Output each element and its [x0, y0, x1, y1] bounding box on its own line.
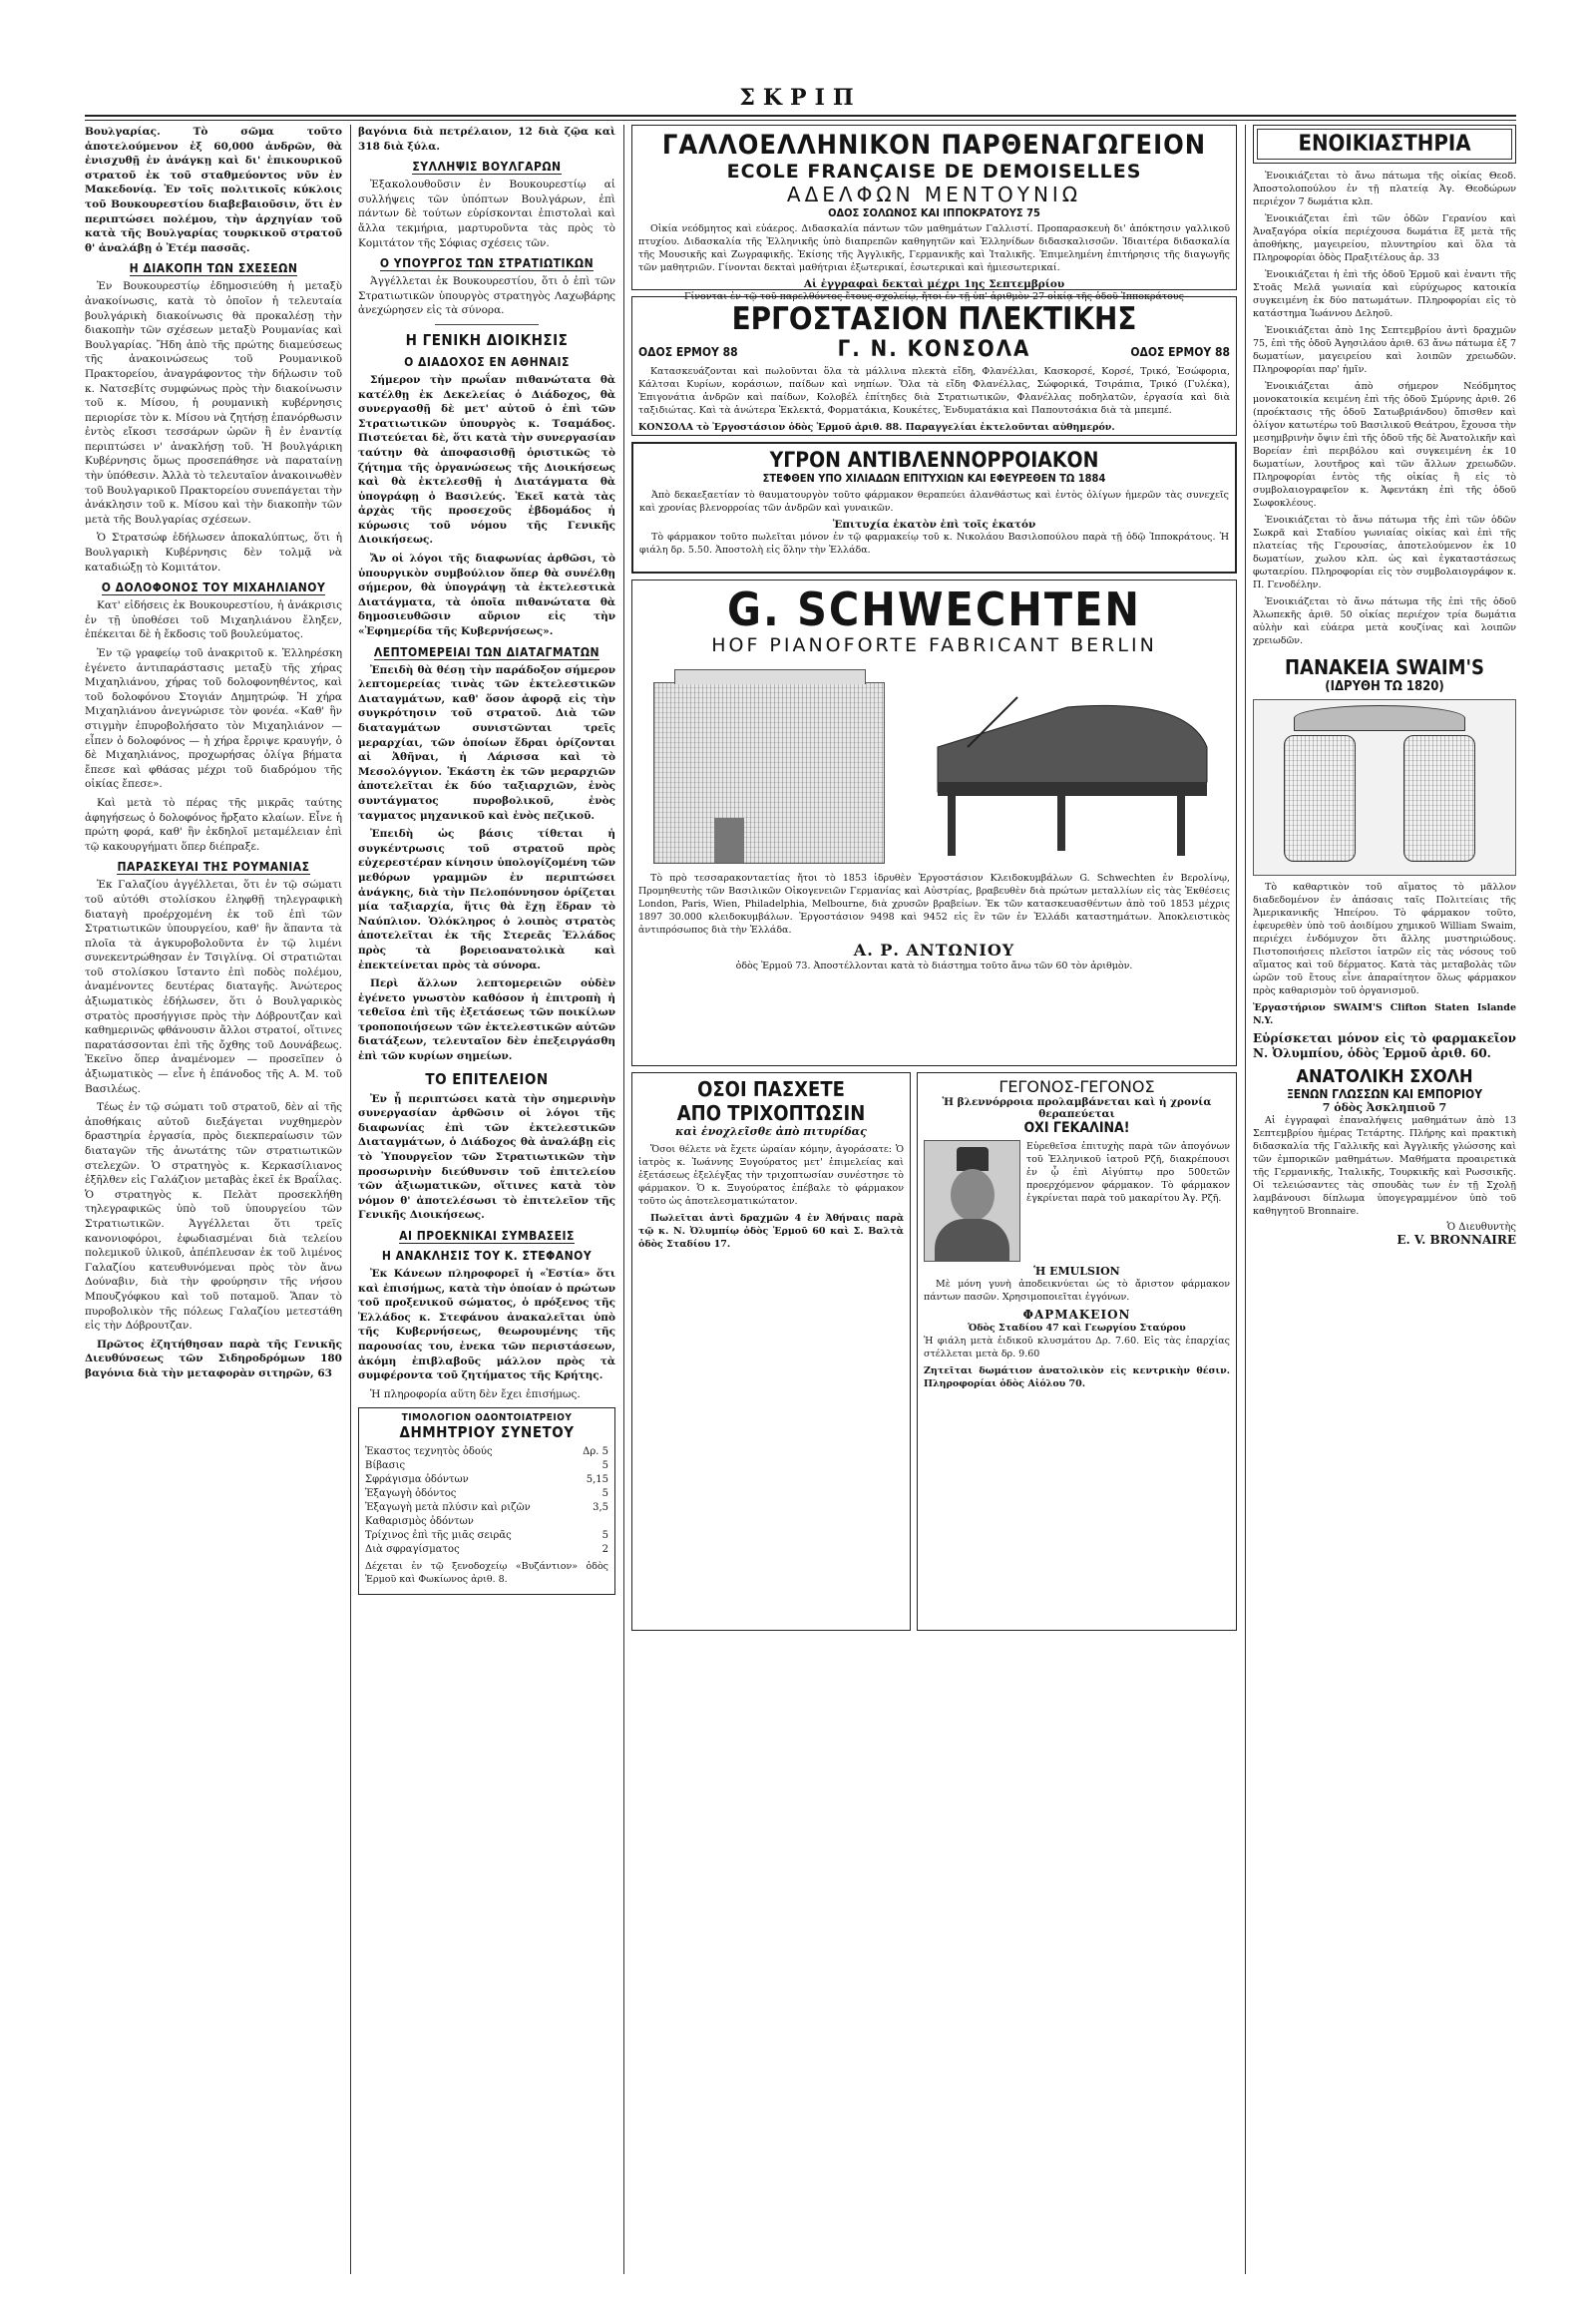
rental-listing: Ἐνοικιάζεται τὸ ἄνω πάτωμα τῆς οἰκίας Θεοδ. Ἀποστολοπούλου ἐν τῇ πλατείᾳ Ἀγ. Θεοδώρων περιέχον 7 δωμάτια κλπ.: [1253, 171, 1516, 207]
dentist-heading: ΤΙΜΟΛΟΓΙΟΝ ΟΔΟΝΤΟΙΑΤΡΕΙΟΥ: [401, 1412, 573, 1424]
article-paragraph: Ἐξακολουθοῦσιν ἐν Βουκουρεστίῳ αἱ συλλήψεις τῶν ὑπόπτων Βουλγάρων, ἐπὶ πάντων δὲ τούτων εὑρίσκονται ἐπιστολαὶ καὶ ἄλλα τεκμήρια, μαρτυροῦντα τὰς πρὸς τὸ Κομιτάτον τῆς Σόφιας σχέσεις τῶν.: [358, 179, 615, 249]
remedy-price: Ἡ φιάλη μετὰ ἐιδικοῦ κλυσμάτου Δρ. 7.60. Εἰς τὰς ἐπαρχίας στέλλεται μετὰ δρ. 9.60: [924, 1336, 1230, 1359]
price-row: Σφράγισμα ὀδόντων 5,15: [365, 1474, 608, 1486]
article-heading: Ο ΔΙΑΔΟΧΟΣ ΕΝ ΑΘΗΝΑΙΣ: [404, 354, 570, 369]
syrup-ad: [631, 442, 1237, 574]
school-french-title: ECOLE FRANÇAISE DE DEMOISELLES: [726, 161, 1142, 183]
remedy-ad: [917, 1072, 1237, 1631]
school-address: ΟΔΟΣ ΣΟΛΩΝΟΣ ΚΑΙ ΙΠΠΟΚΡΑΤΟΥΣ 75: [828, 206, 1040, 219]
school2-signature-label: Ὁ Διευθυντὴς: [1446, 1222, 1516, 1234]
school-registration-note: Γίνονται ἐν τῷ τοῦ παρελθόντος ἔτους σχολείῳ, ἤτοι ἐν τῇ ὑπ' ἀριθμὸν 27 οἰκίᾳ τῆς ὁδοῦ Ἱπποκράτους: [683, 291, 1185, 302]
article-heading: Ο ΥΠΟΥΡΓΟΣ ΤΩΝ ΣΤΡΑΤΙΩΤΙΚΩΝ: [379, 256, 595, 271]
piano-illustration: [638, 662, 1230, 872]
column-2: [358, 125, 615, 2274]
article-paragraph: Καὶ μετὰ τὸ πέρας τῆς μικρᾶς ταύτης ἀφηγήσεως ὁ δολοφόνος ἤρξατο κλαίων. Εἶνε ἡ πρώτη φορά, καθ' ἣν ἐκδηλοῖ μεταμέλειαν ἐπὶ τῷ κακουργήματι ὅπερ διέπραξε.: [85, 796, 342, 853]
pharmacy-title: ΦΑΡΜΑΚΕΙΟΝ: [1022, 1308, 1131, 1322]
rentals-banner: [1253, 125, 1516, 164]
face-icon: [951, 1169, 995, 1221]
price-row: Καθαρισμὸς ὀδόντων: [365, 1516, 474, 1528]
piano-ad: [631, 580, 1237, 1066]
panacea-sale: Εὑρίσκεται μόνον εἰς τὸ φαρμακεῖον Ν. Ὀλυμπίου, ὁδὸς Ἑρμοῦ ἀριθ. 60.: [1253, 1031, 1516, 1060]
syrup-text: Τὸ φάρμακον τοῦτο πωλεῖται μόνον ἐν τῷ φαρμακείῳ τοῦ κ. Νικολάου Βασιλοπούλου παρὰ τῇ ὁδῷ Ἱπποκράτους. Ἡ φιάλη δρ. 5.50. Ἀποστολὴ εἰς ὅλην τὴν Ἑλλάδα.: [639, 532, 1229, 556]
article-paragraph: Σήμερον τὴν πρωΐαν πιθανώτατα θὰ κατέλθῃ ἐκ Δεκελείας ὁ Διάδοχος, θὰ συνεργασθῇ δὲ μετ' αὐτοῦ ὁ ἐπὶ τῶν Στρατιωτικῶν ὑπουργὸς κ. Τσαμάδος. Πιστεύεται δὲ, ὅτι κατὰ τὴν συνεργασίαν ταύτην θὰ ἀποφασισθῇ ὁριστικῶς τὸ ζήτημα τῆς ὀργανώσεως τῆς Διοικήσεως καὶ θὰ ἐκτελεσθῇ ἡ Διατάγματα θὰ ὑπογράφῃ ὁ Βασιλεύς. Ἐκεῖ κατὰ τὰς ἀρχὰς τῆς προσεχοῦς ἑβδομάδος ἡ κύρωσις τοῦ νόμου τῆς Γενικῆς Διοικήσεως.: [358, 373, 615, 547]
newspaper-page: [85, 85, 1516, 2274]
remedy-body: [924, 1140, 1230, 1262]
panacea-title: ΠΑΝΑΚΕΙΑ SWAIM'S: [1285, 655, 1484, 679]
column-divider: [623, 125, 624, 2274]
grand-piano-image: [928, 687, 1217, 867]
bottle-icon: [1284, 735, 1356, 862]
school2-address: 7 ὁδὸς Ἀσκληπιοῦ 7: [1322, 1101, 1447, 1115]
piano-subtitle: HOF PIANOFORTE FABRICANT BERLIN: [711, 634, 1157, 656]
article-heading: Η ΑΝΑΚΛΗΣΙΣ ΤΟΥ Κ. ΣΤΕΦΑΝΟΥ: [381, 1249, 593, 1263]
hair-title: ΑΠΟ ΤΡΙΧΟΠΤΩΣΙΝ: [676, 1101, 866, 1125]
column-divider: [350, 125, 351, 2274]
syrup-text: Ἀπὸ δεκαεξαετίαν τὸ θαυματουργὸν τοῦτο φάρμακον θεραπεύει ἀλανθάστως καὶ ἐντὸς ὀλίγων ἡμερῶν τὰς συνεχεῖς καὶ χρονίας βλενορροίας τῶν ἀνδρῶν καὶ γυναικῶν.: [639, 490, 1229, 514]
piano-agent-address: ὁδὸς Ἑρμοῦ 73. Ἀποστέλλονται κατὰ τὸ διάστημα τοῦτο ἄνω τῶν 60 τὸν ἀριθμὸν.: [735, 961, 1133, 971]
school2-signature-name: E. V. BRONNAIRE: [1396, 1233, 1516, 1248]
article-paragraph: Περὶ ἄλλων λεπτομερειῶν οὐδὲν ἐγένετο γνωστὸν καθόσον ἡ ἐπιτροπὴ ἡ τεθεῖσα ἐπὶ τῆς ἐξετάσεως τῶν ποικίλων τροποποιήσεων τῶν ἐκτελεστικῶν αὐτῶν διατάξεων, τελευταῖον δὲν ἐπεξειργάσθη ἐπὶ τῶν κυρίων σημείων.: [358, 977, 615, 1063]
knitting-closing: ΚΟΝΣΟΛΑ τὸ Ἐργοστάσιον ὁδὸς Ἑρμοῦ ἀριθ. 88. Παραγγελίαι ἐκτελοῦνται αὐθημερόν.: [638, 422, 1115, 433]
article-paragraph: Ἄν οἱ λόγοι τῆς διαφωνίας ἀρθῶσι, τὸ ὑπουργικὸν συμβούλιον ὅπερ θὰ συνέλθῃ σήμερον, θὰ ὑπογράψῃ τὰ ἐκτελεστικὰ Διατάγματα, τὰ ὁποῖα πιθανώτατα θὰ δημοσιευθῶσιν αὔριον εἰς τὴν «Ἐφημερίδα τῆς Κυβερνήσεως».: [358, 553, 615, 638]
hair-text: Ὅσοι θέλετε νὰ ἔχετε ὡραίαν κόμην, ἀγοράσατε: Ὁ ἰατρὸς κ. Ἰωάννης Ξυγούρατος μετ' ἐπιμελείας καὶ ἐξετάσεως ἐξελέγξας τὴν τριχοπτωσίαν συνέστησε τὸ φάρμακον. Ὁ κ. Ξυγούρατος ἐπέβαλε τὸ φάρμακον τοῦτο ὡς ἀποτελεσματικώτατον.: [638, 1144, 904, 1207]
bottom-ads-row: [631, 1072, 1237, 1631]
article-opening: Βουλγαρίας. Τὸ σῶμα τοῦτο ἀποτελούμενον ἐξ 60,000 ἀνδρῶν, θὰ ἐνισχυθῇ ἐν ἀνάγκῃ καὶ δι' ἐπικουρικοῦ στρατοῦ ἐκ τοῦ σταθμεύοντος νῦν ἐν Μακεδονίᾳ. Ἐν τοῖς πολιτικοῖς κύκλοις τοῦ Βουκουρεστίου διαβεβαιοῦσιν, ὅτι ἐν περιπτώσει πολέμου, τὴν ἀρχηγίαν τοῦ κατὰ τῆς Βουλγαρίας τουρκικοῦ στρατοῦ θ' ἀναλάβῃ ὁ Ἐτέμ πασσᾶς.: [85, 126, 342, 254]
classified-notice: Ζητεῖται δωμάτιον ἀνατολικὸν εἰς κεντρικὴν θέσιν. Πληροφορίαι ὁδὸς Αἰόλου 70.: [924, 1365, 1230, 1389]
piano-text: Τὸ πρὸ τεσσαρακονταετίας ἤτοι τὸ 1853 ἱδρυθὲν Ἐργοστάσιον Κλειδοκυμβάλων G. Schwechten ἐν Βερολίνῳ, Προμηθευτὴς τῶν Βασιλικῶν Οἰκογενειῶν Γερμανίας καὶ Αὐστρίας, βραβευθὲν διὰ πρώτων μεταλλίων εἰς τὰς Ἐκθέσεις London, Paris, Wien, Philadelphia, Melbourne, διὰ χρυσῶν βραβείων. Ἐκ τῶν κατασκευασθέντων ἀπὸ τοῦ 1853 μέχρις 1897 30.000 κλειδοκυμβάλων. Ἐργοστάσιον 9498 καὶ 9452 εἰς ἓν τῶν ἐν Ἑλλάδι καταστημάτων. Ἀποκλειστικὸς ἀντιπρόσωπος διὰ τὴν Ἑλλάδα.: [638, 873, 1230, 936]
factory-door: [714, 818, 744, 863]
school2-text: Αἱ ἐγγραφαὶ ἐπαναλήψεις μαθημάτων ἀπὸ 13 Σεπτεμβρίου ἡμέρας Τετάρτης. Πλήρης καὶ πρακτικὴ διδασκαλία τῆς Γαλλικῆς καὶ Ἀγγλικῆς γλώσσης καὶ τῶν ἐμπορικῶν μαθημάτων. Μαθήματα προαιρετικὰ τῆς Γερμανικῆς, Ἰταλικῆς, Τουρκικῆς καὶ Ρωσσικῆς. Οἱ τελειώσαντες τὰς σπουδὰς των ἐν τῇ Σχολῇ λαμβάνουσι δίπλωμα ὑπογεγραμμένον ὑπὸ τοῦ καθηγητοῦ Bronnaire.: [1253, 1115, 1516, 1218]
knitting-address-row: [638, 337, 1230, 362]
school-title: ΓΑΛΛΟΕΛΛΗΝΙΚΟΝ ΠΑΡΘΕΝΑΓΩΓΕΙΟΝ: [661, 130, 1207, 161]
hair-subtitle: καὶ ἐνοχλεῖσθε ἀπὸ πιτυρίδας: [675, 1125, 867, 1138]
rental-listing: Ἐνοικιάζεται τὸ ἄνω πάτωμα τῆς ἐπὶ τῶν ὁδῶν Σωκρᾶ καὶ Σταδίου γωνιαίας οἰκίας καὶ ἐπὶ τῆς πλατείας τῆς Γερουσίας, ἀποτελούμενον ἐκ 10 δωματίων, χωλου κλπ. ὡς καὶ ἐγκαταστάσεως φωταερίου. Πληροφορίαι εἰς τὸν συμβολαιογράφον κ. Π. Γενοδέλην.: [1253, 515, 1516, 590]
price-row: Ἐκαστος τεχνητὸς ὀδούς Δρ. 5: [365, 1446, 608, 1458]
rental-listing: Ἐνοικιάζεται τὸ ἄνω πάτωμα τῆς ἐπὶ τῆς ὁδοῦ Ἀλωπεκῆς ἀριθ. 50 οἰκίας περιέχον τρία δωμάτια αὐλὴν καὶ εὐάερα μετὰ κουζίνας καὶ λοιπῶν χρειωδῶν.: [1253, 596, 1516, 646]
price-row: Τρίχινος ἐπὶ τῆς μιᾶς σειρᾶς 5: [365, 1530, 608, 1542]
remedy-title: ΓΕΓΟΝΟΣ-ΓΕΓΟΝΟΣ: [998, 1077, 1155, 1096]
price-row: Διὰ σφραγίσματος 2: [365, 1544, 608, 1556]
article-paragraph: Κατ' εἰδήσεις ἐκ Βουκουρεστίου, ἡ ἀνάκρισις ἐν τῇ ὑποθέσει τοῦ Μιχαηλιάνου ἔληξεν, ἐπέκειται δὲ ἡ ἔκδοσις τοῦ βουλεύματος.: [85, 599, 342, 641]
dentist-footer: Δέχεται ἐν τῷ ξενοδοχείῳ «Βυζάντιον» ὁδὸς Ἑρμοῦ καὶ Φωκίωνος ἀριθ. 8.: [365, 1561, 608, 1586]
section-heading: ΤΟ ΕΠΙΤΕΛΕΙΟΝ: [425, 1069, 549, 1088]
article-heading: Ο ΔΟΛΟΦΟΝΟΣ ΤΟΥ ΜΙΧΑΗΛΙΑΝΟΥ: [101, 580, 326, 595]
school-sisters: ΑΔΕΛΦΩΝ ΜΕΝΤΟΥΝΙΩ: [786, 183, 1082, 206]
article-paragraph: Ἐν Βουκουρεστίῳ ἐδημοσιεύθη ἡ μεταξὺ ἀνακοίνωσις, κατὰ τὸ ὁποῖον ἡ τελευταία βουλγάρικὴ διακοίνωσις θὰ προκαλέσῃ τὴν διακοπὴν τῶν σχέσεων μεταξὺ Ρουμανίας καὶ Βουλγαρίας. Ἤδη ἀπὸ τῆς πρώτης διαμεύσεως τῆς ἀνακοινώσεως τοῦ Ρουμανικοῦ Πρακτορείου, ἀναγράφοντος τὴν δήλωσιν τοῦ κ. Νατσεβίτς συμφώνως πρὸς τὴν διακοίνωσιν τοῦ κ. Μίσου, ἡ ρουμανικὴ κυβέρνησις περιορίσε τὸν κ. Μίσου νὰ ζητήσῃ ἐπανόρθωσιν ἐντὸς εἴκοσι τεσσάρων ὡρῶν ἢ ἐν ἐναντίᾳ περιπτώσει ν' ἀνακλήσῃ τοῦ. Ἡ βουλγάρικη Κυβέρνησις ὅμως προσεπάθησε νὰ παραταίνῃ τὴν ὑπόθεσιν. Ἀλλὰ τὸ τελευταῖον ἀνακοινωθὲν τοῦ Βουλγαρικοῦ Πρακτορείου συνεπάγεται τὴν ἀνάκλησιν τοῦ κ. Μίσου καὶ τὴν διακοπὴν τῶν μετὰ τῆς Βουλγαρίας σχέσεων.: [85, 280, 342, 526]
article-paragraph: Ἀγγέλλεται ἐκ Βουκουρεστίου, ὅτι ὁ ἐπὶ τῶν Στρατιωτικῶν ὑπουργὸς στρατηγὸς Λαχωβάρης ἀνεχώρησεν εἰς τὰ σύνορα.: [358, 275, 615, 317]
hair-title: ΟΣΟΙ ΠΑΣΧΕΤΕ: [697, 1077, 845, 1101]
article-heading: ΠΑΡΑΣΚΕΥΑΙ ΤΗΣ ΡΟΥΜΑΝΙΑΣ: [117, 860, 310, 875]
knitting-title: ΕΡΓΟΣΤΑΣΙΟΝ ΠΛΕΚΤΙΚΗΣ: [731, 301, 1137, 337]
piano-agent: Α. Ρ. ΑΝΤΩΝΙΟΥ: [853, 941, 1015, 960]
article-heading: ΛΕΠΤΟΜΕΡΕΙΑΙ ΤΩΝ ΔΙΑΤΑΓΜΑΤΩΝ: [373, 644, 600, 659]
knitting-address: ΟΔΟΣ ΕΡΜΟΥ 88: [638, 345, 738, 359]
panacea-subtitle: (ΙΔΡΥΘΗ ΤΩ 1820): [1325, 679, 1444, 694]
dentist-ad: [358, 1407, 615, 1595]
price-row: Ἐξαγωγὴ μετὰ πλύσιν καὶ ριζῶν 3,5: [365, 1502, 608, 1514]
section-heading: Η ΓΕΝΙΚΗ ΔΙΟΙΚΗΣΙΣ: [405, 330, 569, 349]
price-row: Βίβασις 5: [365, 1460, 608, 1472]
school2-subtitle: ΞΕΝΩΝ ΓΛΩΣΣΩΝ ΚΑΙ ΕΜΠΟΡΙΟΥ: [1286, 1087, 1483, 1102]
panacea-address: Ἐργαστήριον SWAIM'S Clifton Staten Islande N.Y.: [1253, 1002, 1516, 1026]
hair-ad: [631, 1072, 911, 1631]
article-paragraph: Ἐν ᾗ περιπτώσει κατὰ τὴν σημερινὴν συνεργασίαν ἀρθῶσιν οἱ λόγοι τῆς διαφωνίας ἐπὶ τῶν ἐκτελεστικῶν Διαταγμάτων, ὁ Διάδοχος θὰ ἀναλάβῃ εἰς τὸ Ὑπουργεῖον τῶν Στρατιωτικῶν τὴν προσωρινὴν διεύθυνσιν τοῦ ἐπιτελείου τῶν ἀξιωματικῶν, οἵτινες κατὰ τὸν νόμον θ' ἀποτελέσωσι τὸ ἐπιτελεῖον τῆς Γενικῆς Διοικήσεως.: [358, 1092, 615, 1222]
knitting-address: ΟΔΟΣ ΕΡΜΟΥ 88: [1130, 345, 1230, 359]
column-4: [1253, 125, 1516, 2274]
article-heading: ΑΙ ΠΡΟΕΚΝΙΚΑΙ ΣΥΜΒΑΣΕΙΣ: [399, 1229, 575, 1243]
rental-listing: Ἐνοικιάζεται ἀπὸ 1ης Σεπτεμβρίου ἀντὶ δραχμῶν 75, ἐπὶ τῆς ὁδοῦ Ἀγησιλάου ἀριθ. 63 ἄνω πάτωμα ἐξ 7 δωματίων, μαγειρείου καὶ λοιπῶν χρειωδῶν. Πληροφορίαι παρ' ἡμῖν.: [1253, 325, 1516, 375]
article-heading: ΣΥΛΛΗΨΙΣ ΒΟΥΛΓΑΡΩΝ: [412, 160, 562, 175]
masthead-rule: [85, 115, 1516, 117]
remedy-text: Εὑρεθεῖσα ἐπιτυχὴς παρὰ τῶν ἀπογόνων τοῦ Ἑλληνικοῦ ἰατροῦ Ρζῆ, διακρέπουσι ἐν ᾧ ἐπὶ Αἰγύπτῳ προ 500ετῶν προερχόμενον φάρμακον. Τὸ φάρμακον ἐγκρίνεται παρὰ τοῦ μακαρίτου Ἀγ. Ρζῆ.: [1026, 1141, 1230, 1204]
price-row: Ἐξαγωγὴ ὀδόντος 5: [365, 1488, 608, 1500]
fez-icon: [957, 1147, 989, 1171]
factory-building-image: [653, 682, 885, 864]
article-paragraph: Ἐκ Κάνεων πληροφορεῖ ἡ «Ἑστία» ὅτι καὶ ἐπισήμως, κατὰ τὴν ὁποίαν ὁ πρώτων τοῦ προξενικοῦ σώματος, ὁ πρόξενος τῆς Ἑλλάδος κ. Στεφάνου ἀνακαλεῖται ὑπὸ τῆς Κυβερνήσεως, θεωρουμένης τῆς παρουσίας του, ἐνεκα τῶν περιστάσεων, ἀκόμη ἐπιβλαβοῦς μάλλον πρὸς τὰ συμφέροντα τοῦ ζητήματος τῆς Κρήτης.: [358, 1268, 615, 1382]
remedy-slogan: ΟΧΙ ΓΕΚΑΛΙΝΑ!: [1023, 1120, 1130, 1136]
article-opening: βαγόνια διὰ πετρέλαιον, 12 διὰ ζῷα καὶ 318 διὰ ξύλα.: [358, 126, 615, 153]
column-divider: [1245, 125, 1246, 2274]
article-paragraph: Ἐπειδὴ ὡς βάσις τίθεται ἡ συγκέντρωσις τοῦ στρατοῦ πρὸς εὐχερεστέραν κίνησιν ὑπολογίζομένη τῶν μεθόρων γραμμῶν ἐν περιπτώσει ἀνάγκης, διὰ τὴν Πελοπόννησον ὁρίζεται μία ταξιαρχία, ἥτις θὰ ἔχῃ ἕδραν τὸ Ναύπλιον. Ὁλόκληρος ὁ λοιπὸς στρατὸς ἀποτελεῖται ἐκ τῆς Στερεᾶς Ἑλλάδος πρὸς τὰ βορειοανατολικὰ καὶ ἐπεκτείνεται πρὸς τὰ σύνορα.: [358, 828, 615, 971]
price-list: [365, 1445, 608, 1557]
school-ad: [631, 125, 1237, 302]
divider: [435, 324, 538, 325]
syrup-subtitle: ΣΤΕΦΘΕΝ ΥΠΟ ΧΙΛΙΑΔΩΝ ΕΠΙΤΥΧΙΩΝ ΚΑΙ ΕΦΕΥΡΕΘΕΝ ΤΩ 1884: [762, 472, 1106, 485]
masthead: ΣΚΡΙΠ: [739, 85, 862, 111]
school-text: Οἰκία νεόδμητος καὶ εὐάερος. Διδασκαλία πάντων τῶν μαθημάτων Γαλλιστί. Προπαρασκευὴ δι' ἀπόκτησιν γαλλικοῦ πτυχίου. Διδασκαλία τῆς Ἑλληνικῆς ὑπὸ διαπρεπῶν καθηγητῶν καὶ Ἑλληνίδων διδασκαλισσῶν. Ἰδιαιτέρα διδασκαλία τῆς Μουσικῆς καὶ Ζωγραφικῆς. Ἐκίσης τῆς Ἀγγλικῆς, Γερμανικῆς καὶ Ἰταλικῆς. Ἐπιμελημένη ἐπιτήρησις τῆς διαγωγῆς τῶν μαθητριῶν. Γίνονται δεκταὶ μαθήτριαι ἐξωτερικαί, ἐσωτερικαὶ καὶ ἡμιεσωτερικαί.: [638, 223, 1230, 273]
rental-listing: Ἐνοικιάζεται ἀπὸ σήμερον Νεόδμητος μονοκατοικία κειμένη ἐπὶ τῆς ὁδοῦ Σμύρνης ἀριθ. 26 (προέκτασις τῆς ὁδοῦ Σατωβριάνδου) ὄπισθεν καὶ ὀλίγον κατωτέρω τοῦ Βασιλικοῦ Θεάτρου, ἔχουσα τὴν μεσημβρινὴν ὄψιν ἐπὶ τῆς ὁδοῦ τῆς δὲ Ἀνατολικῆν καὶ Βορείαν ἐπὶ περιβόλου καὶ συγκειμένη ἐκ 10 δωματίων, λουτῆρος καὶ τῶν ἄλλων χρειωδῶν. Πληροφορίαι ἐντὸς τῆς οἰκίας ἢ εἰς τὸ συμβολαιογραφεῖον κ. Ἀφεντάκη ἐπὶ τῆς ὁδοῦ Σωφοκλέους.: [1253, 381, 1516, 509]
article-paragraph: Πρῶτος ἐζητήθησαν παρὰ τῆς Γενικῆς Διευθύνσεως τῶν Σιδηροδρόμων 180 βαγόνια διὰ τὴν μεταφορὰν σιτηρῶν, 63: [85, 1338, 342, 1379]
rental-listing: Ἐνοικιάζεται ἡ ἐπὶ τῆς ὁδοῦ Ἑρμοῦ καὶ ἐναντι τῆς Στοᾶς Μελᾶ γωνιαία καὶ εὐρύχωρος κατοικία συγκειμένη ἐκ δύο πατωμάτων. Πληροφορίαι εἰς τὸ κατάστημα Ἰωάννου Δεληοῦ.: [1253, 269, 1516, 319]
bottle-icon: [1403, 735, 1475, 862]
factory-roof: [674, 669, 866, 684]
knitting-ad: [631, 296, 1237, 436]
syrup-success: Ἐπιτυχία ἑκατὸν ἐπὶ τοῖς ἑκατόν: [832, 519, 1036, 531]
remedy-emulsion: Ἡ EMULSION: [1033, 1265, 1120, 1278]
article-paragraph: Ἐν τῷ γραφείῳ τοῦ ἀνακριτοῦ κ. Ἑλληρέσκη ἐγένετο ἀντιπαράστασις μεταξὺ τῆς χήρας Μιχαηλιάνου, χήρας τοῦ δολοφονηθέντος, καὶ τοῦ δολοφόνου Στογιάν Δημητρώφ. Ἡ χήρα Μιχαηλιάνου ἀνεγνώρισε τὸν φονέα. «Καθ' ἣν στιγμὴν ἐπυροβολήσατο τὸν Μιχαηλιάνον — εἶπεν ὁ δολοφόνος — ἡ χήρα ἔρριψε κραυγήν, ὁ δὲ Μιχαηλιάνος, προχωρήσας ὀλίγα βήματα ἔπεσε καὶ φθάσας μέχρι τοῦ διαδρόμου τῆς οἰκίας ἔπεσε».: [85, 647, 342, 791]
syrup-title: ΥΓΡΟΝ ΑΝΤΙΒΛΕΝΝΟΡΡΟΙΑΚΟΝ: [769, 448, 1099, 472]
doctor-portrait: [924, 1140, 1020, 1262]
hair-price: Πωλεῖται ἀντὶ δραχμῶν 4 ἐν Ἀθήναις παρὰ τῷ κ. Ν. Ὀλυμπίῳ ὁδὸς Ἑρμοῦ 60 καὶ Σ. Βαλτὰ ὁδὸς Σταδίου 17.: [638, 1213, 904, 1250]
remedy-text: Μὲ μόνη γυνὴ ἀποδεικνύεται ὡς τὸ ἄριστον φάρμακον πάντων πασῶν. Χρησιμοποιεῖται ἐγγόνων.: [924, 1279, 1230, 1303]
pharmacy-address: Ὁδὸς Σταδίου 47 καὶ Γεωργίου Σταύρου: [968, 1323, 1186, 1334]
shoulders-icon: [935, 1219, 1009, 1261]
school2-title: ΑΝΑΤΟΛΙΚΗ ΣΧΟΛΗ: [1296, 1066, 1473, 1088]
knitting-text: Κατασκευάζονται καὶ πωλοῦνται ὅλα τὰ μάλλινα πλεκτὰ εἴδη, Φλανέλλαι, Κασκορσέ, Κορσέ, Τρικό, Ἐσώφορια, Κάλτσαι Κυρίων, κοράσιων, παίδων καὶ νηπίων. Ὅλα τὰ εἴδη Φλανέλλας, Σώφορικά, Τσιράπια, Τρικό (Γυλέκα), Ἐπιγονάτια ἀνδρῶν καὶ παίδων, Κολοβέλ ἐπίτηδες διὰ Στρατιωτικῶν, Φλανέλλας ποδηλατῶν, ἐργασία καὶ διὰ ταξιδιώτας. Καὶ τὰ ἀνώτερα Ἐκλεκτά, Φορματάκια, Κουκέτες, Ἐνδυματάκια καὶ Παπουτσάκια διὰ τὰ μπεμπέ.: [638, 366, 1230, 416]
school-registration: Αἱ ἐγγραφαὶ δεκταὶ μέχρι 1ης Σεπτεμβρίου: [803, 278, 1065, 290]
article-paragraph: Τέως ἐν τῷ σώματι τοῦ στρατοῦ, δὲν αἱ τῆς ἀποθήκαις αὐτοῦ διεξάγεται νυχθημερὸν δραστηρία ἐργασία, πρὸς διεκπεραίωσιν τῶν διαταγῶν τῆς ἀνωτάτης τῶν στρατιωτικῶν στελεχῶν. Ὁ στρατηγὸς κ. Κερκασίλιανος ἐξῆλθεν εἰς Γαλάζιον μεταβὰς ἐκεῖ ἐκ Βραΐλας. Ὁ στρατηγὸς κ. Πελὰτ προσεκλήθη τηλεγραφικῶς ὑπὸ τοῦ ὑπουργείου τῶν Στρατιωτικῶν. Ἀγγέλλεται ὅτι τρεῖς κανονιοφόροι, ἐφωδιασμέναι διὰ τελείου πολεμικοῦ ὑλικοῦ, ἀπέπλευσαν ἐκ τοῦ λιμένος Γαλαζίου κατευθυνόμεναι πρὸς τὸν ἄνω Δούναβιν, διὰ τὴν φρούρησιν τῆς νήσου Μπουζγόφκου καὶ τοῦ ποταμοῦ. Ἅπαν τὸ πυροβολικὸν τῆς πόλεως Γαλαζίου μετεστάθη εἰς τὴν Δόβρουτζαν.: [85, 1101, 342, 1333]
remedy-subtitle: Ἡ βλεννόρροια προλαμβάνεται καὶ ἡ χρονία θεραπεύεται: [942, 1096, 1212, 1120]
panacea-text: Τὸ καθαρτικὸν τοῦ αἵματος τὸ μᾶλλον διαδεδομένον ἐν ἁπάσαις ταῖς Πολιτείαις τῆς Ἀμερικανικῆς Ἠπείρου. Τὸ φάρμακον τοῦτο, ἐφευρεθὲν ὑπὸ τοῦ ἀοιδίμου χημικοῦ William Swaim, περιέχει ἐνδόμυχον ὅτι ἄλλης μυστηριώδους. Πιστοποιήσεις πλεῖστοι ἰατρῶν εἰς τὰς νόσους τοῦ αἵματος καὶ τοῦ δέρματος. Κατὰ τὰς μεταβολὰς τῶν ὡρῶν τοῦ ἔτους εἶνε ἀπαραίτητον ὅλως φάρμακον πρὸς καθαρισμὸν τοῦ ὀργανισμοῦ.: [1253, 882, 1516, 996]
knitting-owner: Γ. Ν. ΚΟΝΣΟΛΑ: [837, 337, 1031, 362]
dentist-name: ΔΗΜΗΤΡΙΟΥ ΣΥΝΕΤΟΥ: [399, 1423, 575, 1442]
rentals-title: ΕΝΟΙΚΙΑΣΤΗΡΙΑ: [1257, 129, 1512, 160]
column-1: [85, 125, 342, 2274]
rental-listing: Ἐνοικιάζεται ἐπὶ τῶν ὁδῶν Γερανίου καὶ Ἀναξαγόρα οἰκία περιέχουσα δωμάτια ἕξ μετὰ τῆς ἀποθήκης, μαγειρείου, πλυντηρίου καὶ ὅλα τὰ Πληροφορίαι ὁδὸς Πραξιτέλους ἀρ. 33: [1253, 213, 1516, 263]
column-3: [631, 125, 1237, 2274]
article-paragraph: Ἐπειδὴ θὰ θέσῃ τὴν παράδοξον σήμερον λεπτομερείας τινὰς τῶν ἐκτελεστικῶν Διαταγμάτων, καθ' ὅσον ἀφορᾷ εἰς τὴν συγκρότησιν τοῦ στρατοῦ. Διὰ τῶν διαταγμάτων συνιστῶνται τρεῖς μεραρχίαι, τῶν ὁποίων ἕδραι ὁρίζονται αἱ Ἀθῆναι, ἡ Λάρισσα καὶ τὸ Μεσολόγγιον. Ἑκάστη ἐκ τῶν μεραρχιῶν ἀποτελεῖται ἐκ δύο ταξιαρχιῶν, ἑνὸς συντάγματος πυροβολικοῦ, ἑνὸς ταγματος μηχανικοῦ καὶ ἑνὸς πεζικοῦ.: [358, 663, 615, 822]
panacea-bottles-image: [1253, 699, 1516, 876]
article-paragraph: Ἐκ Γαλαζίου ἀγγέλλεται, ὅτι ἐν τῷ σώματι τοῦ αὐτόθι στολίσκου ἐληφθῇ τηλεγραφικὴ διαταγὴ προέρχομένη ἐκ τοῦ ἐπὶ τῶν Στρατιωτικῶν ὑπουργείου, καθ' ἣν ἅπαντα τὰ πλοῖα τὰ ἀγκυροβολοῦντα ἐν τῷ λιμένι συνεκεντρώθησαν ἐν Τσιγλίνᾳ. Οἱ στρατιῶται τοῦ στολίσκου ἴσταντο ἐπὶ ποδὸς πολέμου, ἀναμένοντες δευτέρας διαταγῆς. Ἀνώτερος ἀξιωματικὸς ἐδήλωσεν, ὅτι ὁ Βουλγαρικὸς στρατὸς προσήγγισε πρὸς τὴν Δόβρουτζαν καὶ καθημερινῶς φθάνουσιν ἄλλοι στρατοί, οἵτινες παρατάσσονται ἐπὶ τῆς ὄχθης τοῦ Δουνάβεως. Ἐκεῖνο ὅπερ ἀναμένομεν — προσεῖπεν ὁ ἀξιωματικὸς — εἶνε ἡ ἐπάνοδος τῆς Α. Μ. τοῦ Βασιλέως.: [85, 879, 342, 1095]
article-paragraph: Ἡ πληροφορία αὕτη δὲν ἔχει ἐπισήμως.: [370, 1387, 581, 1400]
article-heading: Η ΔΙΑΚΟΠΗ ΤΩΝ ΣΧΕΣΕΩΝ: [129, 261, 298, 276]
piano-brand: G. SCHWECHTEN: [727, 582, 1141, 636]
masthead-rule-thin: [85, 120, 1516, 121]
article-paragraph: Ὁ Στρατσώφ ἐδήλωσεν ἀποκαλύπτως, ὅτι ἡ Βουλγαρικὴ Κυβέρνησις δὲν τολμᾷ νὰ καταδιώξῃ τὸ Κομιτάτον.: [85, 532, 342, 574]
banner-ribbon-icon: [1294, 705, 1465, 731]
